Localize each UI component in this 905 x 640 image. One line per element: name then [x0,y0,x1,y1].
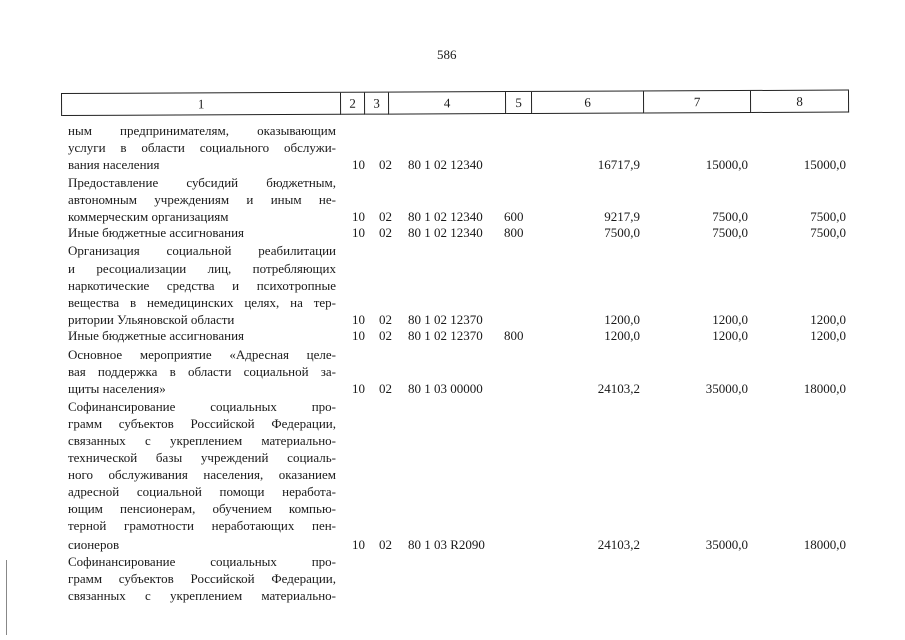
cell-c3: 02 [379,537,392,552]
scan-edge-line [6,560,7,635]
table-row [0,380,905,398]
row-description: вая поддержка в области социальной за- [68,364,336,379]
table-row [0,327,905,345]
table-row [0,346,905,364]
row-description: ного обслуживания населения, оказанием [68,467,336,482]
cell-c8: 7500,0 [810,225,846,240]
row-description: Основное мероприятие «Адресная целе- [68,347,336,362]
table-row [0,191,905,209]
table-row [0,553,905,571]
table-row [0,363,905,381]
table-row [0,466,905,484]
header-col-8: 8 [751,91,849,113]
table-row [0,260,905,278]
cell-c3: 02 [379,381,392,396]
cell-c4: 80 1 03 00000 [408,381,483,396]
row-description: ющим пенсионерам, обучением компью- [68,501,336,516]
cell-c8: 1200,0 [810,328,846,343]
table-row [0,174,905,192]
cell-c2: 10 [352,157,365,172]
row-description: ным предпринимателям, оказывающим [68,123,336,138]
table-row [0,224,905,242]
cell-c4: 80 1 02 12340 [408,225,483,240]
cell-c6: 7500,0 [604,225,640,240]
row-description: терной грамотности неработающих пен- [68,518,336,533]
table-row [0,156,905,174]
row-description: Софинансирование социальных про- [68,554,336,569]
header-col-1: 1 [62,93,341,116]
cell-c3: 02 [379,209,392,224]
cell-c3: 02 [379,225,392,240]
cell-c8: 18000,0 [803,381,846,396]
row-description: Организация социальной реабилитации [68,243,336,258]
cell-c2: 10 [352,381,365,396]
cell-c7: 1200,0 [712,328,748,343]
cell-c6: 24103,2 [597,381,640,396]
cell-c2: 10 [352,537,365,552]
cell-c7: 35000,0 [705,381,748,396]
cell-c4: 80 1 02 12370 [408,312,483,327]
table-row [0,500,905,518]
row-description: и ресоциализации лиц, потребляющих [68,261,336,276]
cell-c4: 80 1 03 R2090 [408,537,485,552]
cell-c5: 600 [504,209,524,224]
row-description: вещества в немедицинских целях, на тер- [68,295,336,310]
cell-c8: 18000,0 [803,537,846,552]
table-row [0,277,905,295]
cell-c8: 15000,0 [803,157,846,172]
row-description: связанных с укреплением материально- [68,588,336,603]
cell-c2: 10 [352,328,365,343]
table-header [61,90,849,116]
cell-c7: 7500,0 [712,209,748,224]
row-description: щиты населения» [68,381,166,396]
header-col-3: 3 [365,93,389,115]
cell-c6: 16717,9 [597,157,640,172]
row-description: грамм субъектов Российской Федерации, [68,571,336,586]
table-row [0,294,905,312]
cell-c6: 9217,9 [604,209,640,224]
row-description: адресной социальной помощи неработа- [68,484,336,499]
cell-c4: 80 1 02 12370 [408,328,483,343]
cell-c2: 10 [352,209,365,224]
table-row [0,517,905,535]
row-description: Иные бюджетные ассигнования [68,225,245,240]
row-description: грамм субъектов Российской Федерации, [68,416,336,431]
cell-c8: 1200,0 [810,312,846,327]
table-row [0,242,905,260]
cell-c5: 800 [504,225,524,240]
header-col-4: 4 [389,92,506,115]
row-description: ритории Ульяновской области [68,312,235,327]
table-row [0,570,905,588]
row-description: сионеров [68,537,120,552]
row-description: автономным учреждениям и иным не- [68,192,336,207]
cell-c4: 80 1 02 12340 [408,157,483,172]
row-description: коммерческим организациям [68,209,229,224]
table-row [0,415,905,433]
table-row [0,483,905,501]
row-description: наркотические средства и психотропные [68,278,336,293]
row-description: вания населения [68,157,160,172]
cell-c8: 7500,0 [810,209,846,224]
row-description: связанных с укреплением материально- [68,433,336,448]
cell-c2: 10 [352,225,365,240]
cell-c7: 35000,0 [705,537,748,552]
row-description: Иные бюджетные ассигнования [68,328,245,343]
cell-c6: 1200,0 [604,312,640,327]
row-description: Предоставление субсидий бюджетным, [68,175,336,190]
cell-c7: 7500,0 [712,225,748,240]
row-description: услуги в области социального обслужи- [68,140,336,155]
table-row [0,139,905,157]
cell-c6: 1200,0 [604,328,640,343]
header-col-6: 6 [532,91,644,113]
cell-c7: 1200,0 [712,312,748,327]
header-col-7: 7 [644,91,751,113]
cell-c6: 24103,2 [597,537,640,552]
row-description: технической базы учреждений социаль- [68,450,336,465]
cell-c2: 10 [352,312,365,327]
cell-c3: 02 [379,312,392,327]
table-row [0,587,905,605]
row-description: Софинансирование социальных про- [68,399,336,414]
cell-c5: 800 [504,328,524,343]
cell-c7: 15000,0 [705,157,748,172]
cell-c3: 02 [379,157,392,172]
cell-c3: 02 [379,328,392,343]
table-row [0,122,905,140]
table-row [0,432,905,450]
header-col-2: 2 [341,93,365,115]
page-number: 586 [437,47,457,62]
table-row [0,398,905,416]
table-row [0,536,905,554]
table-row [0,449,905,467]
header-col-5: 5 [506,92,532,114]
cell-c4: 80 1 02 12340 [408,209,483,224]
